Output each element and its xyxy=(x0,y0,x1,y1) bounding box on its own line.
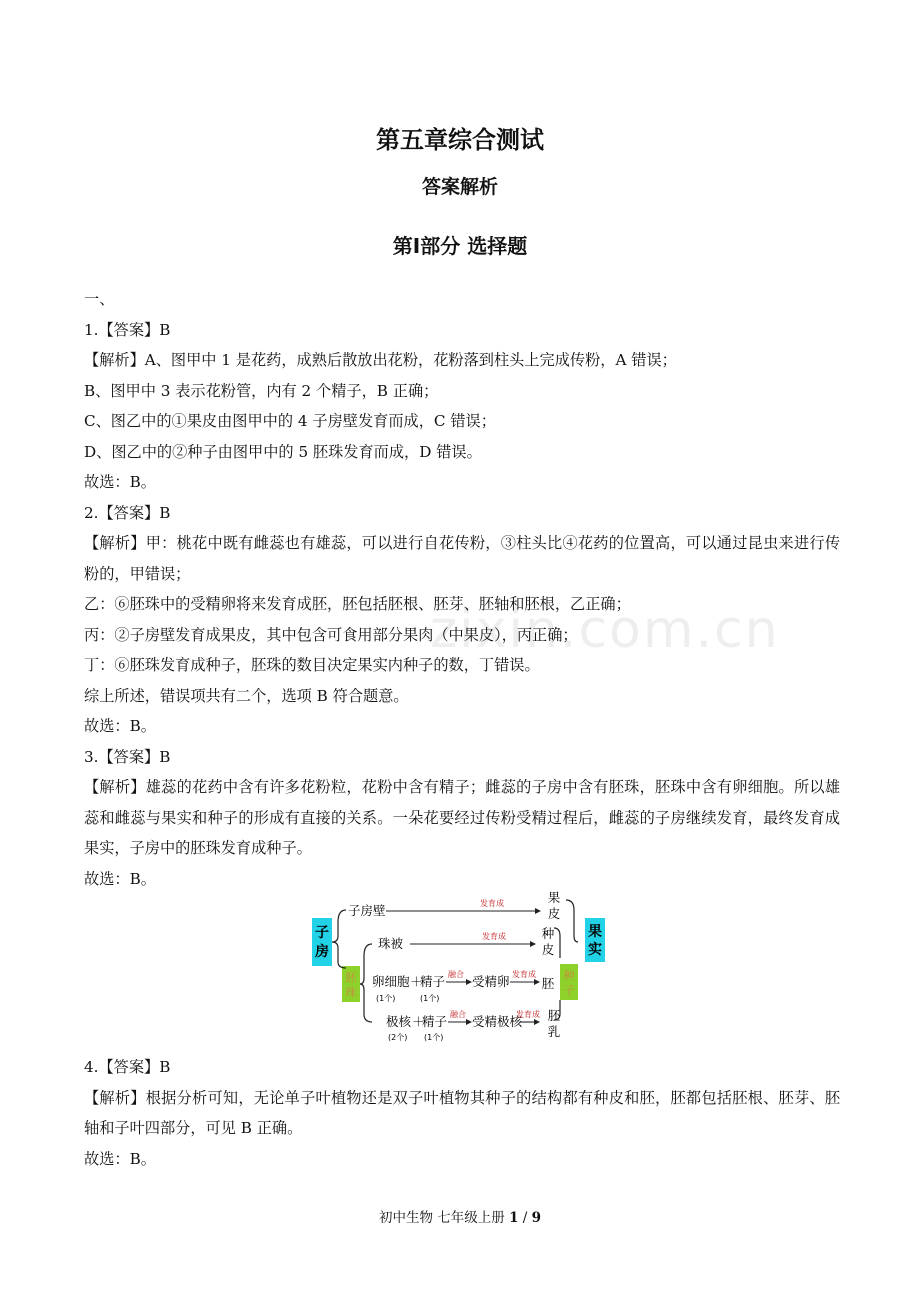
embryo-label: 胚 xyxy=(541,976,555,991)
develop-caption: 发育成 xyxy=(482,932,506,941)
answer-body-2 xyxy=(84,1052,840,1174)
page-title: 第五章综合测试 xyxy=(376,126,544,154)
arrow-head xyxy=(534,979,540,985)
seedcoat-label: 皮 xyxy=(541,942,555,957)
section-title: 第Ⅰ部分 选择题 xyxy=(392,234,528,258)
ovule-bracket xyxy=(360,944,372,1022)
answer-line: 4.【答案】B xyxy=(84,1058,171,1076)
integument-label: 珠被 xyxy=(378,936,404,951)
develop-caption: 发育成 xyxy=(516,1010,540,1019)
text-paragraph: 【解析】根据分析可知，无论单子叶植物还是双子叶植物其种子的结构都有种皮和胚，胚都包括胚根、胚芽、胚轴和子叶四部分，可见 B 正确。 xyxy=(84,1088,840,1137)
answer-line: 2.【答案】B xyxy=(84,503,171,522)
ovary-bracket xyxy=(332,910,346,968)
ovary-wall-label: 子房壁 xyxy=(348,903,386,918)
text-line: 一、 xyxy=(84,290,115,308)
page-total: 9 xyxy=(531,1210,542,1226)
text-line: 故选：B。 xyxy=(84,473,156,491)
ovule-label: 珠 xyxy=(345,986,357,999)
ovule-label: 胚 xyxy=(345,971,357,984)
text-line: D、图乙中的②种子由图甲中的 5 胚珠发育而成，D 错误。 xyxy=(84,442,482,461)
fuse-caption: 融合 xyxy=(448,970,464,979)
text-line: 丁：⑥胚珠发育成种子，胚珠的数目决定果实内种子的数，丁错误。 xyxy=(84,656,540,674)
ovary-label: 子 xyxy=(315,925,329,941)
sperm-count: (1个) xyxy=(420,994,440,1003)
text-line: C、图乙中的①果皮由图甲中的 4 子房壁发育而成，C 错误； xyxy=(84,412,496,430)
develop-caption: 发育成 xyxy=(512,970,536,979)
sperm-label: 精子 xyxy=(422,1014,448,1029)
text-paragraph: 【解析】甲：桃花中既有雌蕊也有雄蕊，可以进行自花传粉，③柱头比④花药的位置高，可以通过昆虫来进行传粉的，甲错误； xyxy=(84,534,840,583)
endosperm-label: 胚 xyxy=(547,1008,561,1023)
text-line: 【解析】A、图甲中 1 是花药，成熟后散放出花粉，花粉落到柱头上完成传粉，A 错误； xyxy=(84,351,677,369)
polar-nuclei-label: 极核 xyxy=(386,1014,412,1029)
fruit-label: 果 xyxy=(588,924,602,940)
answer-line: 3.【答案】B xyxy=(84,747,171,766)
watermark: zixin.com.cn xyxy=(430,600,780,660)
egg-count: (1个) xyxy=(376,994,396,1003)
ovary-label: 房 xyxy=(315,944,329,960)
text-line: 故选：B。 xyxy=(84,869,156,888)
seed-bracket-top xyxy=(554,928,560,958)
page-subtitle: 答案解析 xyxy=(421,176,498,198)
page-footer xyxy=(0,1206,920,1226)
page-number: 1 xyxy=(509,1210,519,1226)
text-paragraph: 【解析】雄蕊的花药中含有许多花粉粒，花粉中含有精子；雌蕊的子房中含有胚珠，胚珠中含有卵细胞。所以雄蕊和雌蕊与果实和种子的形成有直接的关系。一朵花要经过传粉受精过程后，雌蕊的子房继续发育，最终发育成果实，子房中的胚珠发育成种子。 xyxy=(84,778,840,857)
plus-sign: ＋ xyxy=(410,974,423,989)
text-line: 丙：②子房壁发育成果皮，其中包含可食用部分果肉（中果皮），丙正确； xyxy=(84,625,578,644)
text-line: 故选：B。 xyxy=(84,1149,156,1168)
pericarp-label: 果 xyxy=(547,890,561,905)
page-separator: / xyxy=(518,1210,532,1226)
seedcoat-label: 种 xyxy=(541,926,555,941)
arrow-head xyxy=(534,1019,540,1025)
text-line: 综上所述，错误项共有二个，选项 B 符合题意。 xyxy=(84,686,409,705)
arrow-head xyxy=(530,941,536,947)
plus-sign: ＋ xyxy=(412,1014,425,1029)
fruit-label: 实 xyxy=(588,942,602,958)
fruit-bracket xyxy=(566,900,578,942)
answer-line: 1.【答案】B xyxy=(84,320,171,339)
text-line: B、图甲中 3 表示花粉管，内有 2 个精子，B 正确； xyxy=(84,381,439,400)
answer-body xyxy=(84,284,840,894)
sperm-label: 精子 xyxy=(420,974,446,989)
seed-label: 种 xyxy=(563,969,575,982)
fuse-caption: 融合 xyxy=(450,1010,466,1019)
fertilized-polar-label: 受精极核 xyxy=(472,1014,523,1029)
pericarp-label: 皮 xyxy=(547,906,561,921)
polar-count: (2个) xyxy=(388,1033,408,1042)
zygote-label: 受精卵 xyxy=(472,974,510,989)
fruit-development-diagram xyxy=(310,888,610,1048)
seed-label: 子 xyxy=(563,984,575,997)
develop-caption: 发育成 xyxy=(480,899,504,908)
arrow-head xyxy=(535,908,541,914)
footer-text: 初中生物 七年级上册 xyxy=(378,1210,510,1226)
endosperm-label: 乳 xyxy=(547,1024,561,1039)
sperm-count: (1个) xyxy=(424,1033,444,1042)
text-line: 故选：B。 xyxy=(84,717,156,735)
egg-label: 卵细胞 xyxy=(372,974,410,989)
text-line: 乙：⑥胚珠中的受精卵将来发育成胚，胚包括胚根、胚芽、胚轴和胚根，乙正确； xyxy=(84,595,631,613)
